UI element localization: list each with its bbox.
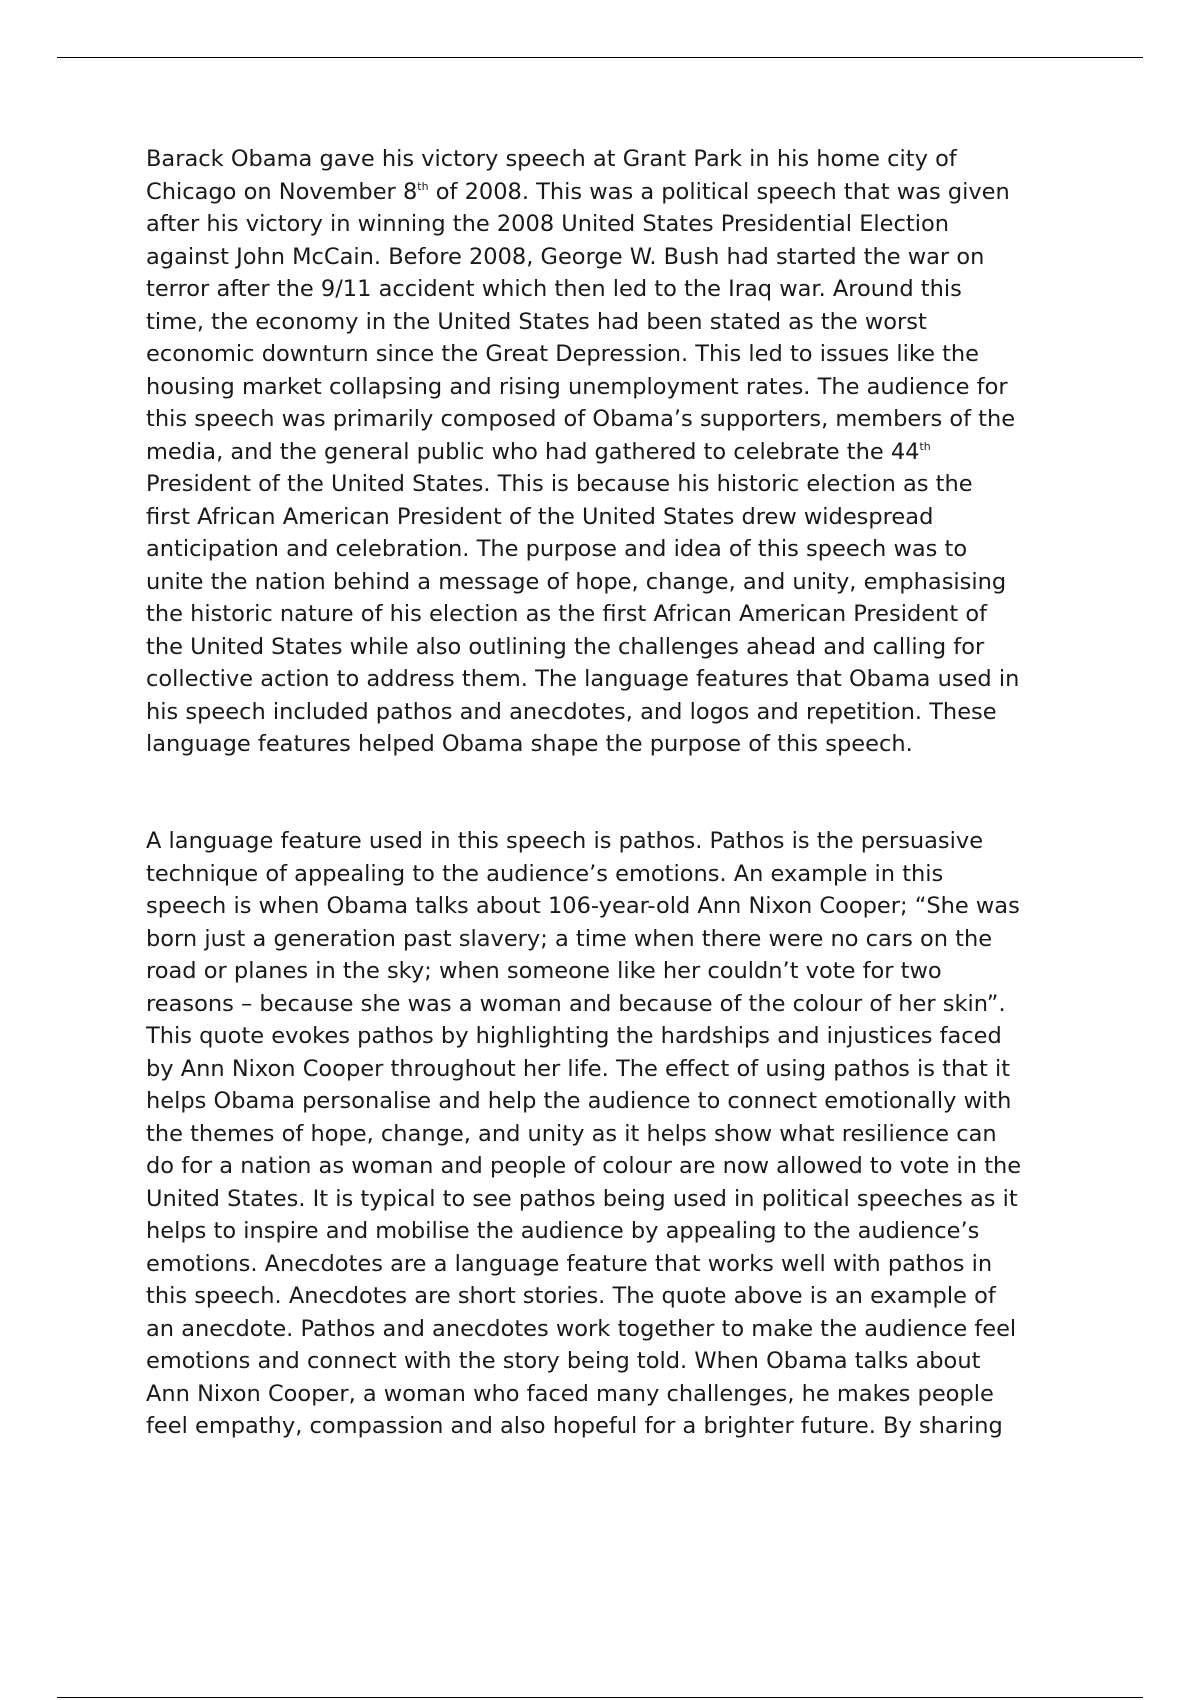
text-line <box>146 598 1096 631</box>
text-line <box>146 241 1096 274</box>
ordinal-superscript: th <box>919 439 931 453</box>
text-run: Chicago on November 8 <box>146 178 418 205</box>
text-line <box>146 923 1096 956</box>
paragraph-pathos <box>146 825 1096 1443</box>
text-line <box>146 371 1096 404</box>
text-line <box>146 533 1096 566</box>
text-run: collective action to address them. The language features that Obama used in <box>146 666 1020 692</box>
text-line <box>146 728 1096 761</box>
text-line <box>146 1248 1096 1281</box>
text-run: Ann Nixon Cooper, a woman who faced many challenges, he makes people <box>146 1380 994 1407</box>
text-run: President of the United States. This is because his historic election as the <box>146 471 973 497</box>
text-line <box>146 988 1096 1021</box>
text-run: born just a generation past slavery; a time when there were no cars on the <box>146 925 993 952</box>
text-run: after his victory in winning the 2008 United States Presidential Election <box>146 211 949 237</box>
text-run: A language feature used in this speech is pathos. Pathos is the persuasive <box>146 828 984 854</box>
text-run: of 2008. This was a political speech that was given <box>428 178 1010 205</box>
text-run: the themes of hope, change, and unity as it helps show what resilience can <box>146 1120 997 1147</box>
text-run: terror after the 9/11 accident which then led to the Iraq war. Around this <box>146 276 962 302</box>
text-line <box>146 468 1096 501</box>
text-run: emotions and connect with the story being told. When Obama talks about <box>146 1348 981 1374</box>
text-line <box>146 143 1096 176</box>
ordinal-superscript: th <box>417 179 429 193</box>
text-line <box>146 1183 1096 1216</box>
text-run: housing market collapsing and rising unemployment rates. The audience for <box>146 373 1008 400</box>
text-run: speech is when Obama talks about 106-year-old Ann Nixon Cooper; “She was <box>146 893 1020 919</box>
text-line <box>146 1118 1096 1151</box>
header-rule <box>57 57 1143 58</box>
text-run: technique of appealing to the audience’s emotions. An example in this <box>146 860 944 887</box>
text-line <box>146 1345 1096 1378</box>
text-line <box>146 663 1096 696</box>
text-line <box>146 1150 1096 1183</box>
text-line <box>146 436 1096 469</box>
text-run: by Ann Nixon Cooper throughout her life. The effect of using pathos is that it <box>146 1055 1011 1082</box>
text-line <box>146 955 1096 988</box>
text-run: time, the economy in the United States had been stated as the worst <box>146 308 927 335</box>
text-line <box>146 176 1096 209</box>
text-run: this speech was primarily composed of Obama’s supporters, members of the <box>146 406 1016 432</box>
text-line <box>146 501 1096 534</box>
text-run: reasons – because she was a woman and because of the colour of her skin”. <box>146 990 1006 1017</box>
text-run: do for a nation as woman and people of colour are now allowed to vote in the <box>146 1153 1022 1179</box>
text-line <box>146 1215 1096 1248</box>
text-run: the United States while also outlining the challenges ahead and calling for <box>146 633 985 660</box>
text-line <box>146 1085 1096 1118</box>
text-run: This quote evokes pathos by highlighting the hardships and injustices faced <box>146 1023 1002 1049</box>
text-line <box>146 208 1096 241</box>
text-line <box>146 890 1096 923</box>
text-line <box>146 403 1096 436</box>
text-run: his speech included pathos and anecdotes, and logos and repetition. These <box>146 698 997 725</box>
text-line <box>146 1280 1096 1313</box>
text-run: United States. It is typical to see pathos being used in political speeches as it <box>146 1185 1018 1212</box>
text-line <box>146 306 1096 339</box>
text-run: feel empathy, compassion and also hopeful for a brighter future. By sharing <box>146 1413 1003 1439</box>
text-line <box>146 696 1096 729</box>
text-line <box>146 338 1096 371</box>
text-run: economic downturn since the Great Depression. This led to issues like the <box>146 341 980 367</box>
text-run: this speech. Anecdotes are short stories. The quote above is an example of <box>146 1283 996 1309</box>
text-line <box>146 1053 1096 1086</box>
text-run: the historic nature of his election as the first African American President of <box>146 601 988 627</box>
text-line <box>146 1020 1096 1053</box>
paragraph-introduction <box>146 143 1096 761</box>
text-run: helps Obama personalise and help the audience to connect emotionally with <box>146 1088 1012 1114</box>
text-run: language features helped Obama shape the purpose of this speech. <box>146 731 913 757</box>
text-run: Barack Obama gave his victory speech at Grant Park in his home city of <box>146 146 957 172</box>
text-line <box>146 825 1096 858</box>
text-run: emotions. Anecdotes are a language feature that works well with pathos in <box>146 1250 993 1277</box>
text-line <box>146 566 1096 599</box>
text-line <box>146 1378 1096 1411</box>
text-run: unite the nation behind a message of hope, change, and unity, emphasising <box>146 568 1007 595</box>
text-run: helps to inspire and mobilise the audience by appealing to the audience’s <box>146 1218 980 1244</box>
text-line <box>146 858 1096 891</box>
text-run: first African American President of the United States drew widespread <box>146 503 934 530</box>
text-run: against John McCain. Before 2008, George W. Bush had started the war on <box>146 243 985 270</box>
text-run: media, and the general public who had gathered to celebrate the 44 <box>146 438 920 465</box>
text-line <box>146 631 1096 664</box>
text-run: road or planes in the sky; when someone like her couldn’t vote for two <box>146 958 942 984</box>
text-line <box>146 1313 1096 1346</box>
text-run: anticipation and celebration. The purpose and idea of this speech was to <box>146 536 968 562</box>
text-line <box>146 273 1096 306</box>
footer-rule <box>57 1697 1143 1698</box>
text-line <box>146 1410 1096 1443</box>
text-run: an anecdote. Pathos and anecdotes work together to make the audience feel <box>146 1315 1017 1342</box>
